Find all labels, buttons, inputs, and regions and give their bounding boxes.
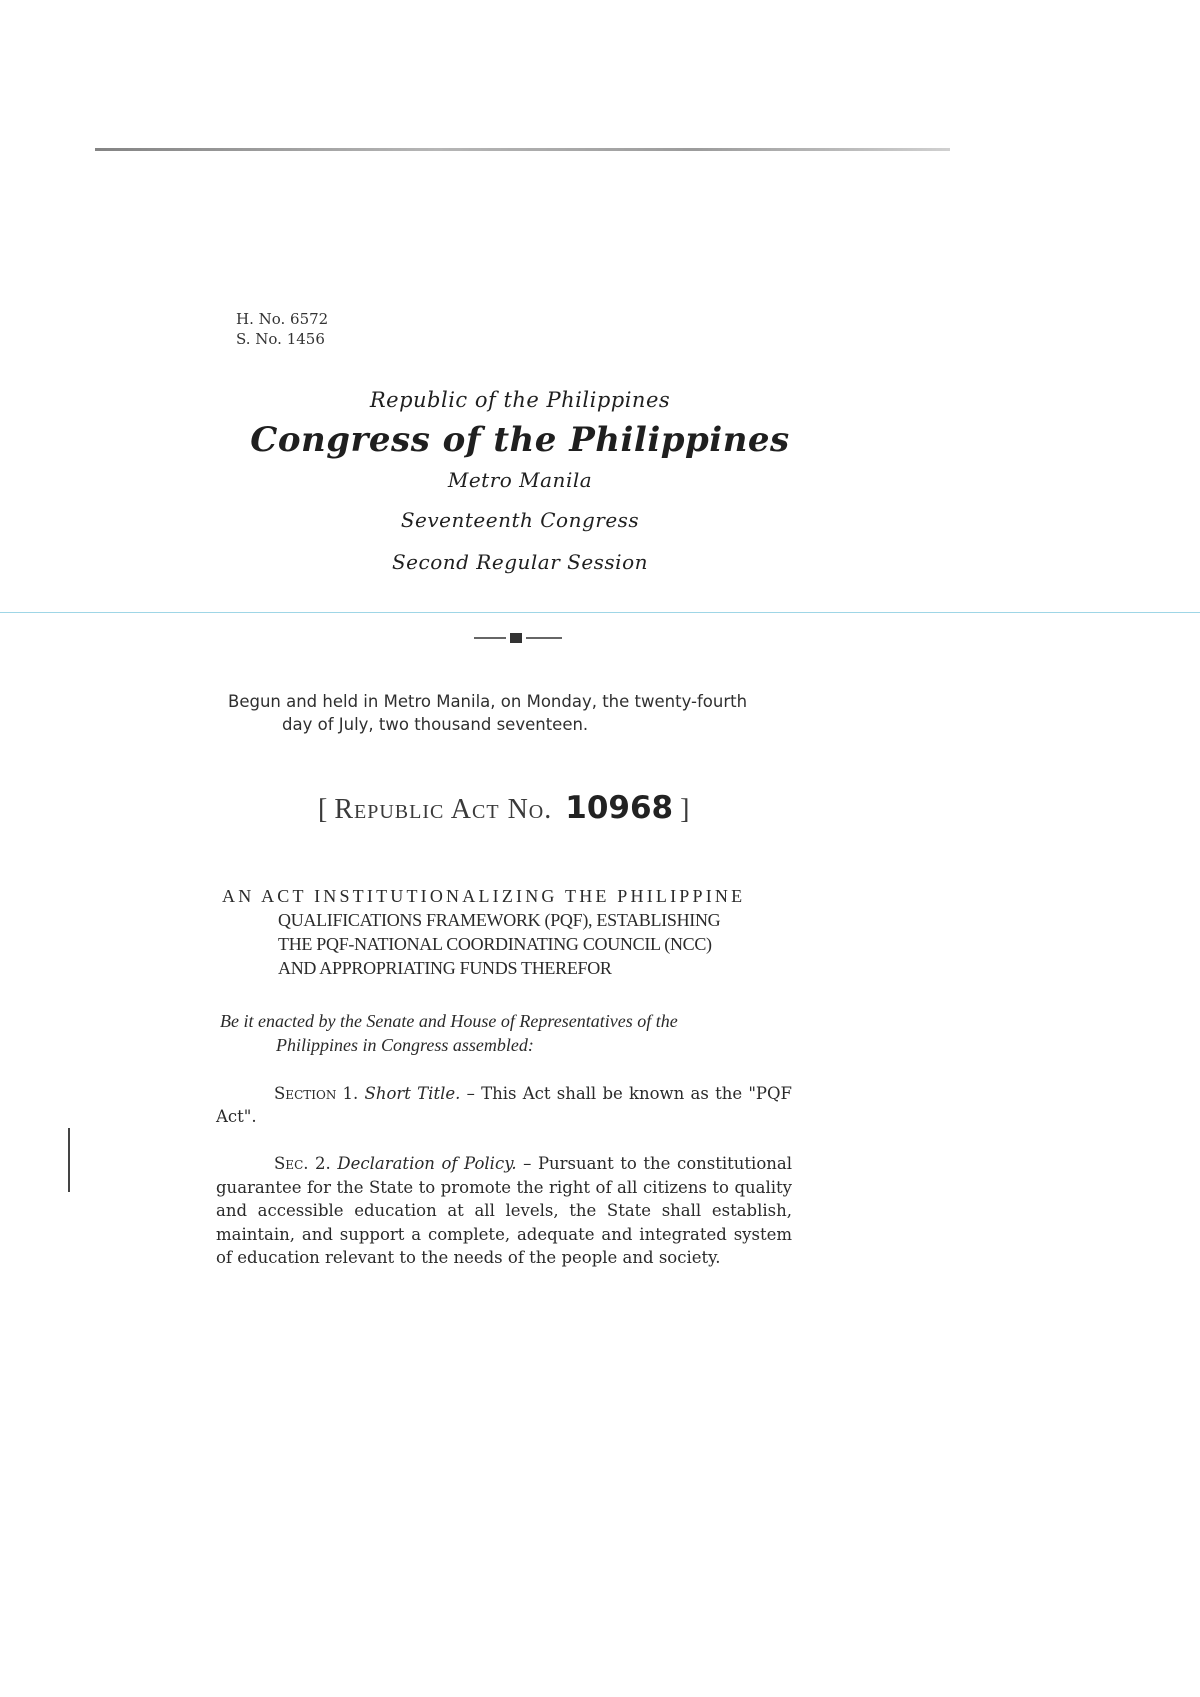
enacting-line-2: Philippines in Congress assembled: [276,1035,534,1055]
house-bill-number: H. No. 6572 [236,310,329,328]
begun-statement [228,690,808,736]
section-1-label: Section 1. [274,1084,359,1103]
act-long-title [222,884,797,980]
ornament-divider [474,630,562,646]
begun-line-2: day of July, two thousand seventeen. [282,715,589,734]
section-2-text: – Pursuant to the constitutional guarantee for the State to promote the right of all citizens to quality and accessible education at all levels, the State shall establish, maintain, and support a complete, adequate and integrated system of education relevant to the needs of the people and society. [216,1154,793,1267]
republic-heading: Republic of the Philippines [369,388,671,412]
title-line-3: THE PQF-NATIONAL COORDINATING COUNCIL (NCC) [278,934,712,954]
close-bracket: ] [680,794,690,825]
section-1-text: – This Act shall be known as the "PQF Act". [216,1084,793,1126]
section-1-heading: Short Title. [364,1084,461,1103]
congress-number-heading: Seventeenth Congress [400,508,640,532]
title-line-4: AND APPROPRIATING FUNDS THEREFOR [278,958,612,978]
location-heading: Metro Manila [447,468,593,492]
section-2-label: Sec. 2. [274,1154,331,1173]
begun-line-1: Begun and held in Metro Manila, on Monday, the twenty-fourth [228,692,748,711]
enacting-clause [220,1009,800,1057]
section-2 [216,1152,792,1270]
title-line-2: QUALIFICATIONS FRAMEWORK (PQF), ESTABLISHING [278,910,721,930]
section-2-heading: Declaration of Policy. [337,1154,517,1173]
congress-heading: Congress of the Philippines [250,420,790,460]
scan-artifact-top-line [95,148,950,151]
scan-artifact-blue-line [0,612,1200,613]
open-bracket: [ [318,794,328,825]
session-heading: Second Regular Session [391,550,649,574]
senate-bill-number: S. No. 1456 [236,330,325,348]
title-line-1: AN ACT INSTITUTIONALIZING THE PHILIPPINE [222,886,746,906]
act-prefix: Republic Act No. [334,794,553,825]
act-number: 10968 [565,790,674,826]
section-1 [216,1082,792,1128]
margin-mark [68,1150,70,1192]
bill-numbers [236,309,328,349]
enacting-line-1: Be it enacted by the Senate and House of Representatives of the [220,1011,678,1031]
republic-act-number [318,790,689,826]
